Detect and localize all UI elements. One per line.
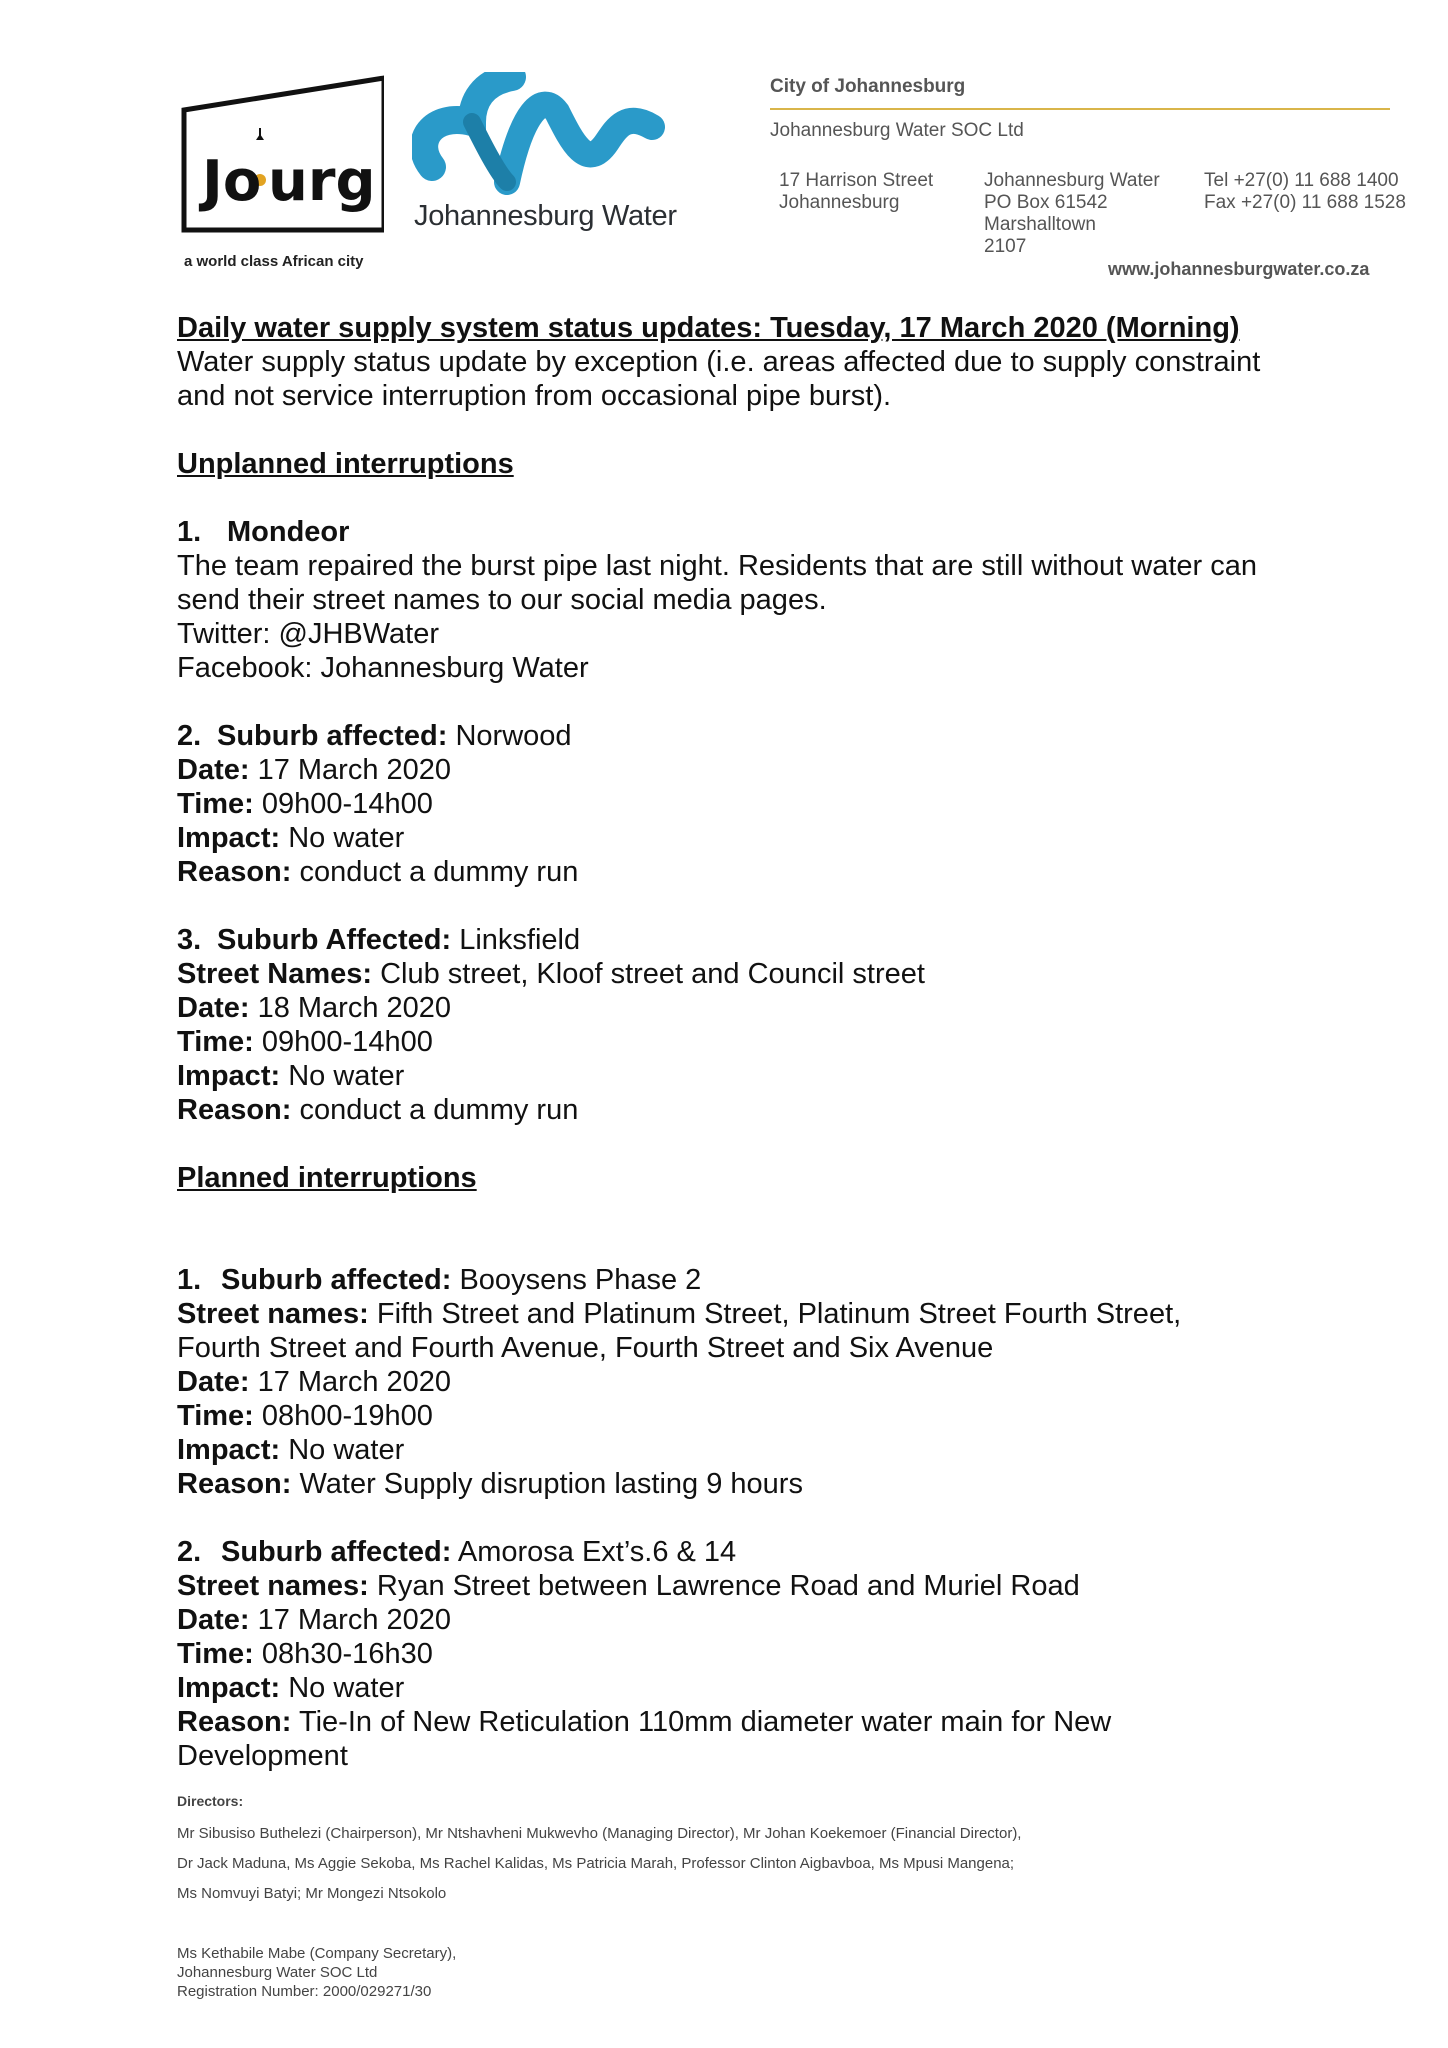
planned-item-2-suburb: 2. Suburb affected: Amorosa Ext’s.6 & 14	[177, 1536, 737, 1568]
johannesburg-water-wordmark: Johannesburg Water	[414, 200, 677, 232]
joburg-logo	[178, 70, 384, 235]
telephone: Tel +27(0) 11 688 1400	[1204, 170, 1399, 191]
city-name: City of Johannesburg	[770, 76, 966, 97]
joburg-tagline: a world class African city	[184, 253, 364, 270]
directors-footer	[177, 1793, 1021, 1909]
planned-item-2-date: Date: 17 March 2020	[177, 1604, 452, 1636]
planned-item-2-time: Time: 08h30-16h30	[177, 1638, 433, 1670]
registration-number: Registration Number: 2000/029271/30	[177, 1983, 432, 2000]
company-name: Johannesburg Water SOC Ltd	[770, 120, 1024, 141]
unplanned-item-2-impact: Impact: No water	[177, 822, 405, 854]
header-rule	[770, 108, 1390, 110]
unplanned-item-1-title: 1. Mondeor	[177, 516, 350, 548]
address-line: 2107	[984, 236, 1027, 257]
unplanned-item-3-time: Time: 09h00-14h00	[177, 1026, 433, 1058]
planned-item-1-time: Time: 08h00-19h00	[177, 1400, 433, 1432]
planned-item-1-impact: Impact: No water	[177, 1434, 405, 1466]
planned-item-1-reason: Reason: Water Supply disruption lasting 9 hours	[177, 1468, 803, 1500]
planned-item-2-reason-cont: Development	[177, 1740, 348, 1772]
intro-text: Water supply status update by exception (i.e. areas affected due to supply constraint	[177, 346, 1261, 378]
contact-numbers	[1204, 170, 1406, 214]
document-body	[177, 311, 1327, 1773]
unplanned-item-2-reason: Reason: conduct a dummy run	[177, 856, 579, 888]
directors-line: Ms Nomvuyi Batyi; Mr Mongezi Ntsokolo	[177, 1885, 447, 1902]
address-line: 17 Harrison Street	[779, 170, 934, 191]
directors-label: Directors:	[177, 1793, 244, 1809]
planned-item-2-reason: Reason: Tie-In of New Reticulation 110mm diameter water main for New	[177, 1706, 1112, 1738]
planned-item-1-suburb: 1. Suburb affected: Booysens Phase 2	[177, 1264, 702, 1296]
unplanned-item-2-suburb: 2. Suburb affected: Norwood	[177, 720, 572, 752]
company-secretary: Ms Kethabile Mabe (Company Secretary),	[177, 1945, 457, 1962]
document-title: Daily water supply system status updates: Tuesday, 17 March 2020 (Morning)	[177, 312, 1240, 344]
address-line: Marshalltown	[984, 214, 1096, 235]
footer-company: Johannesburg Water SOC Ltd	[177, 1964, 378, 1981]
unplanned-item-1-text: send their street names to our social media pages.	[177, 584, 827, 616]
unplanned-item-3-streets: Street Names: Club street, Kloof street and Council street	[177, 958, 925, 990]
directors-line: Mr Sibusiso Buthelezi (Chairperson), Mr Ntshavheni Mukwevho (Managing Director), Mr Johan Koekemoer (Financial Director),	[177, 1825, 1022, 1842]
unplanned-heading: Unplanned interruptions	[177, 448, 514, 480]
svg-text:urg: urg	[268, 149, 376, 214]
planned-item-2-impact: Impact: No water	[177, 1672, 405, 1704]
unplanned-item-2-time: Time: 09h00-14h00	[177, 788, 433, 820]
twitter-handle: Twitter: @JHBWater	[177, 618, 440, 650]
intro-text: and not service interruption from occasional pipe burst).	[177, 380, 892, 412]
planned-heading: Planned interruptions	[177, 1162, 477, 1194]
unplanned-item-3-suburb: 3. Suburb Affected: Linksfield	[177, 924, 581, 956]
unplanned-item-3-impact: Impact: No water	[177, 1060, 405, 1092]
unplanned-item-3-reason: Reason: conduct a dummy run	[177, 1094, 579, 1126]
postal-address	[984, 170, 1160, 258]
unplanned-item-3-date: Date: 18 March 2020	[177, 992, 452, 1024]
website-link[interactable]: www.johannesburgwater.co.za	[1108, 259, 1370, 279]
planned-item-2-streets: Street names: Ryan Street between Lawrence Road and Muriel Road	[177, 1570, 1080, 1602]
address-line: PO Box 61542	[984, 192, 1108, 213]
unplanned-item-2-date: Date: 17 March 2020	[177, 754, 452, 786]
planned-item-1-date: Date: 17 March 2020	[177, 1366, 452, 1398]
planned-item-1-streets: Street names: Fifth Street and Platinum Street, Platinum Street Fourth Street,	[177, 1298, 1182, 1330]
address-line: Johannesburg Water	[984, 170, 1160, 191]
unplanned-item-1-text: The team repaired the burst pipe last night. Residents that are still without water can	[177, 550, 1258, 582]
facebook-page: Facebook: Johannesburg Water	[177, 652, 589, 684]
street-address	[779, 170, 933, 214]
svg-text:Jo: Jo	[202, 149, 262, 214]
fax: Fax +27(0) 11 688 1528	[1204, 192, 1406, 213]
address-line: Johannesburg	[779, 192, 900, 213]
directors-line: Dr Jack Maduna, Ms Aggie Sekoba, Ms Rachel Kalidas, Ms Patricia Marah, Professor Clinton Aigbavboa, Ms Mpusi Mangena;	[177, 1855, 1015, 1872]
planned-item-1-streets-cont: Fourth Street and Fourth Avenue, Fourth Street and Six Avenue	[177, 1332, 994, 1364]
company-secretary-footer	[177, 1944, 456, 2001]
